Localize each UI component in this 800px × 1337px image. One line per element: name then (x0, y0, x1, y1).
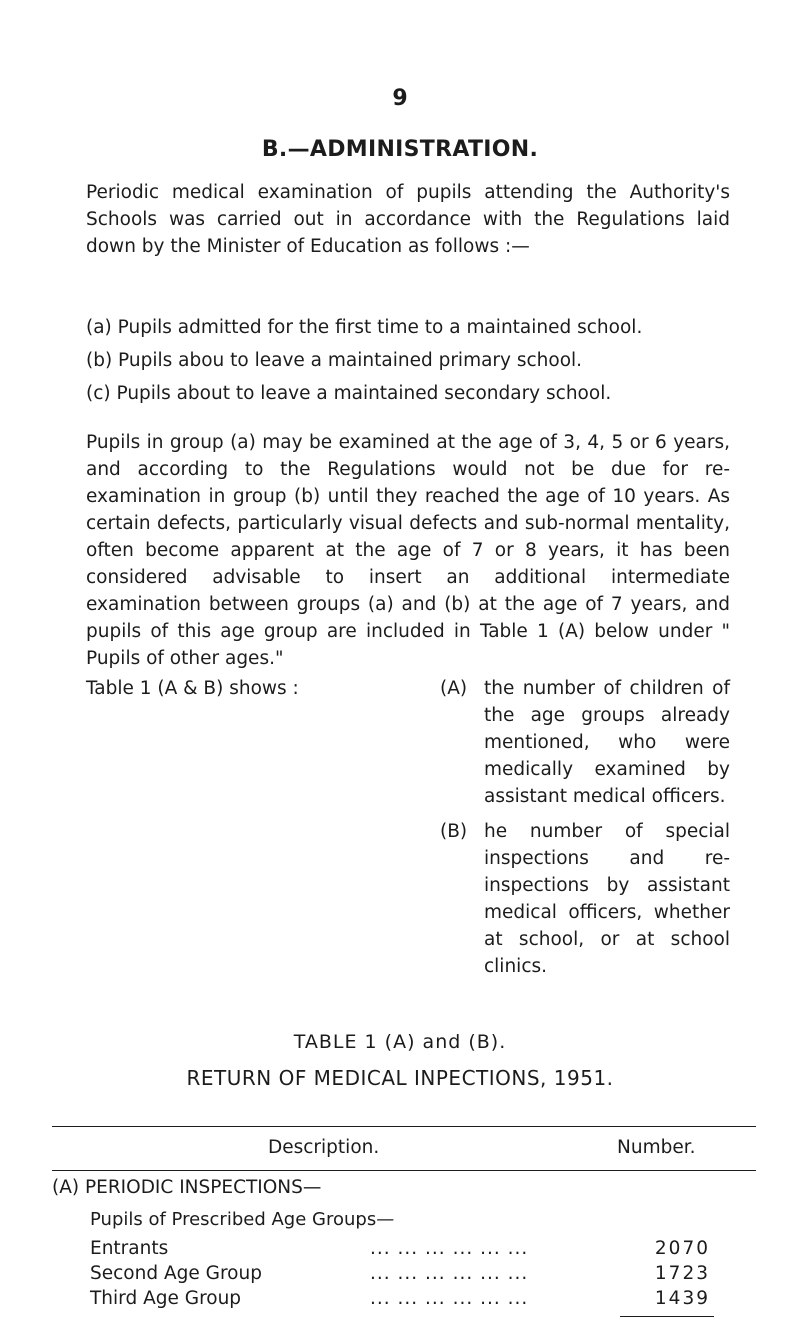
row-label: Entrants (90, 1238, 169, 1259)
shows-text-a: the number of children of the age groups already mentioned, who were medically examined by assistant medical officers. (484, 678, 730, 807)
intro-paragraph: Periodic medical examination of pupils attending the Authority's Schools was carried out in accordance with the Regulations laid down by the Minister of Education as follows :— (86, 182, 730, 257)
group-item-b: (b) Pupils abou to leave a maintained primary school. (86, 350, 583, 371)
row-value: 1439 (654, 1288, 710, 1309)
shows-tag-a: (A) (440, 678, 468, 699)
group-list (86, 311, 726, 410)
column-header-number: Number. (617, 1137, 696, 1158)
row-value: 1723 (654, 1263, 710, 1284)
shows-tag-b: (B) (440, 821, 468, 842)
leader-dots: ... ... ... ... ... ... (370, 1263, 529, 1284)
row-label: Third Age Group (90, 1288, 242, 1309)
leader-dots: ... ... ... ... ... ... (370, 1288, 529, 1309)
leader-dots: ... ... ... ... ... ... (370, 1238, 529, 1259)
table-title: RETURN OF MEDICAL INPECTIONS, 1951. (186, 1066, 614, 1090)
table-row (0, 1263, 800, 1291)
prescribed-groups-heading: Pupils of Prescribed Age Groups— (90, 1209, 395, 1230)
page-number: 9 (392, 86, 408, 111)
table-caption: TABLE 1 (A) and (B). (293, 1031, 507, 1053)
section-a-heading: (A) PERIODIC INSPECTIONS— (52, 1177, 322, 1198)
group-item-a: (a) Pupils admitted for the first time to a maintained school. (86, 317, 643, 338)
age-groups-paragraph: Pupils in group (a) may be examined at the age of 3, 4, 5 or 6 years, and according to the Regulations would not be due for re-examination in group (b) until they reached the age of 10 years. As certain defects, particularly visual defects and sub-normal mentality, often become apparent at the age of 7 or 8 years, it has been considered advisable to insert an additional intermediate examination between groups (a) and (b) at the age of 7 years, and pupils of this age group are included in Table 1 (A) below under " Pupils of other ages." (86, 432, 730, 669)
table-header-rule (52, 1170, 756, 1171)
row-value: 2070 (654, 1238, 710, 1259)
table-row (0, 1238, 800, 1266)
table-shows-lead: Table 1 (A & B) shows : (86, 678, 299, 699)
shows-text-b: he number of special inspections and re-inspections by assistant medical officers, whether at school, or at school clinics. (484, 821, 730, 977)
table-top-rule (52, 1126, 756, 1127)
subtotal-rule (620, 1316, 714, 1317)
row-label: Second Age Group (90, 1263, 262, 1284)
table-row (0, 1288, 800, 1316)
group-item-c: (c) Pupils about to leave a maintained secondary school. (86, 383, 612, 404)
section-heading: B.—ADMINISTRATION. (261, 137, 539, 162)
column-header-description: Description. (268, 1137, 380, 1158)
